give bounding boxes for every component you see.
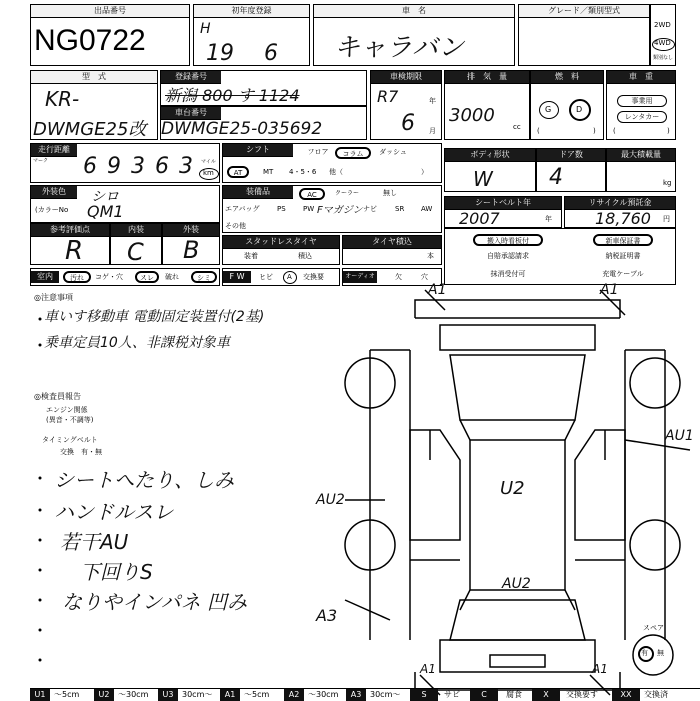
engine-label: エンジン関係 [46,406,88,414]
studless-label: スタッドレスタイヤ [223,236,339,249]
report-line-4: 下回りS [80,560,153,584]
mileage-digit-1: 6 [83,154,97,179]
shift-close: ） [421,168,428,176]
roof [470,440,565,590]
inspection-era: R7 [377,87,399,106]
inspection-year-unit: 年 [429,97,436,105]
fw-a: A [287,273,292,281]
front-bumper [415,300,620,318]
mark-au1: AU1 [665,428,694,444]
color-code-value: QM1 [87,202,124,221]
studless-fitted: 装着 [244,252,258,260]
notes-title: ◎注意事項 [34,293,73,302]
doc-cable: 充電ケーブル [602,270,644,278]
interior-mark-stain: シミ [191,271,217,283]
shift-label: シフト [223,144,293,157]
doc-signboard: 搬入時看板付 [473,234,543,246]
report-line-5: なりやインパネ 凹み [62,590,247,614]
seatbelt-unit: 年 [545,215,552,223]
audio-missing: 欠 [395,273,402,281]
displacement-unit: cc [513,123,521,131]
windshield [450,355,585,420]
displacement-label: 排 気 量 [445,71,529,84]
rear-window [450,600,585,640]
legend-code-a3: A3 [346,689,366,701]
exterior-value: B [183,236,200,264]
doc-tax: 納税証明書 [605,252,641,260]
roof-cross-top-r [565,420,575,440]
car-name-value: キャラバン [334,33,465,63]
equip-airbag: エアバッグ [225,205,260,213]
exterior-label: 外装 [163,224,219,237]
legend-text-xx: 交換済 [644,690,668,699]
use-label: 車 重 [607,71,675,84]
interior-value: C [127,238,144,266]
legend-code-a2: A2 [284,689,304,701]
model-line2: DWMGE25改 [33,119,147,140]
chassis-label: 車台番号 [161,107,221,120]
use-rental: レンタカー [617,111,667,123]
interior-marks-label: 室内 [31,271,59,283]
doors-value: 4 [549,165,563,190]
chassis-value: DWMGE25-035692 [161,119,323,139]
legend-text-a1: ～5cm [244,690,270,699]
hood-outline [440,325,595,350]
shift-mt: MT [263,168,274,176]
color-value: シロ [91,189,119,205]
equipment-label: 装備品 [223,186,293,199]
legend-bar [30,688,700,701]
timing-label: タイミングベルト [42,436,98,444]
legend-text-a2: ～30cm [308,690,339,699]
mileage-digit-4: 6 [155,154,169,179]
timing-sub: 交換 有・無 [60,448,102,456]
legend-code-xx: XX [612,689,640,701]
recycle-unit: 円 [663,215,670,223]
interior-mark-dirt: 汚れ [63,271,91,283]
mark-a1-front-left: A1 [428,282,447,298]
tire-stack-unit: 本 [427,252,434,260]
wheel-rear-right [630,520,680,570]
roof-cross-top [460,420,470,440]
mileage-unit-km: km [203,169,214,177]
notes-line2: 乗車定員10人、非課税対象車 [44,335,230,351]
spare-yes: 有 [641,649,648,657]
legend-code-u2: U2 [94,689,114,701]
fw-crack: ヒビ [259,273,273,281]
front-door-left [410,430,460,540]
capacity-label: 最大積載量 [607,149,675,162]
model-line1: KR- [45,87,80,111]
interior-label: 内装 [111,224,161,237]
equip-ac: AC [299,188,325,200]
report-line-3: 若干AU [60,530,129,554]
first-registration-month: 6 [264,41,278,66]
displacement-value: 3000 [449,105,495,126]
equip-handwritten: Fマガジン [317,205,363,216]
inspector-title: ◎検査員報告 [34,392,81,401]
fuel-g: G [545,105,552,114]
equip-sr: SR [395,205,405,213]
equip-cooler: クーラー [335,190,360,197]
shift-dash: ダッシュ [379,148,407,156]
recycle-value: 18,760 [595,209,651,228]
shift-gears: 4・5・6 [289,168,317,176]
use-paren-right: ) [667,127,670,135]
mark-a1-bottom-right: A1 [592,662,608,676]
rear-plate [490,655,545,667]
shift-floor: フロア [307,148,329,156]
legend-text-u2: ～30cm [118,690,149,699]
capacity-unit: kg [663,179,672,187]
equip-pw: PW [303,205,315,213]
fuel-paren-right: ) [593,127,596,135]
lot-number-label: 出品番号 [31,5,189,18]
mark-a1-front-right: A1 [600,282,619,298]
legend-code-c: C [470,689,498,701]
report-line-2: ハンドルスレ [54,500,174,524]
mark-au2-left: AU2 [316,492,345,508]
inspection-month: 6 [401,111,415,136]
mark-au2-bottom: AU2 [502,576,531,592]
legend-text-u1: ～5cm [54,690,80,699]
audio-hole: 穴 [421,273,428,281]
interior-mark-scuff: スレ [135,271,159,283]
notes-line1: 車いす移動車 電動固定装置付(2基) [44,309,265,325]
mileage-mark: マーク [33,158,49,164]
lot-number-value: NG0722 [34,24,146,57]
legend-code-a1: A1 [220,689,240,701]
color-code-label: (カラーNo [35,206,69,214]
first-registration-label: 初年度登録 [194,5,309,18]
fw-label: F W [223,271,251,283]
mark-stroke-a3 [345,600,390,620]
registration-label: 登録番号 [161,71,221,84]
legend-code-u1: U1 [30,689,50,701]
drive-4wd: 4WD [654,39,671,47]
fw-replace: 交換要 [303,273,324,281]
mark-a1-bottom-left: A1 [420,662,436,676]
doc-insurance: 自賠承認請求 [487,252,529,260]
body-type-label: ボディ形状 [445,149,535,162]
score-value: R [65,236,84,266]
shift-at: AT [227,166,249,178]
audio-label: オーディオ [343,271,377,283]
legend-text-s: サビ [444,690,460,699]
use-paren-left: ( [613,127,616,135]
interior-mark-tear: 破れ [165,273,179,281]
tire-stack-label: タイヤ積込 [343,236,441,249]
fuel-label: 燃 料 [531,71,603,84]
equip-ps: PS [277,205,286,213]
drive-none: 類別なし [653,55,674,61]
inspection-label: 車検期限 [371,71,441,84]
registration-value: 新潟 800 す 1124 [165,86,300,105]
equip-other: その他 [225,222,246,230]
legend-code-x: X [532,689,560,701]
doc-warranty: 新車保証書 [593,234,653,246]
first-registration-year: 19 [206,41,234,66]
equip-navi: ナビ [363,205,377,213]
mileage-unit-mile: マイル [201,159,216,165]
model-label: 型 式 [31,71,157,84]
equip-none: 無し [383,189,397,197]
body-type-value: W [473,167,493,191]
car-name-label: 車 名 [314,5,514,18]
fuel-paren-left: ( [537,127,540,135]
equip-aw: AW [421,205,433,213]
legend-code-s: S [410,689,438,701]
fuel-d: D [576,105,583,114]
doc-cancel: 抹消受付可 [490,270,526,278]
mileage-label: 走行距離 [31,144,77,157]
engine-sub: (異音・不調等) [46,416,94,424]
mileage-digit-5: 3 [179,154,193,179]
report-line-1: シートへたり、しみ [54,468,234,492]
seatbelt-label: シートベルト年 [445,197,561,210]
legend-code-u3: U3 [158,689,178,701]
legend-text-x: 交換要す [566,690,598,699]
mileage-digit-3: 3 [131,154,145,179]
drive-2wd: 2WD [654,21,671,29]
front-door-right [575,430,625,540]
first-registration-era: H [200,21,211,37]
shift-other: 他（ [329,168,343,176]
score-label: 参考評価点 [31,224,109,237]
spare-no: 無 [657,649,664,657]
mark-a3: A3 [316,606,338,625]
wheel-front-right [630,358,680,408]
inspection-month-unit: 月 [429,127,436,135]
recycle-label: リサイクル預託金 [565,197,675,210]
grade-label: グレード／類別型式 [519,5,649,18]
use-business: 事業用 [617,95,667,107]
color-label: 外装色 [31,186,77,199]
studless-loaded: 積込 [298,252,312,260]
seatbelt-value: 2007 [459,209,500,228]
interior-mark-burn: コゲ・穴 [95,273,123,281]
spare-label: スペア [643,624,664,632]
mark-u2: U2 [500,478,525,499]
shift-column: コラム [335,147,371,159]
doors-label: ドア数 [537,149,605,162]
legend-text-a3: 30cm～ [370,690,401,699]
legend-text-c: 腐食 [506,690,522,699]
legend-text-u3: 30cm～ [182,690,213,699]
mileage-digit-2: 9 [107,154,121,179]
